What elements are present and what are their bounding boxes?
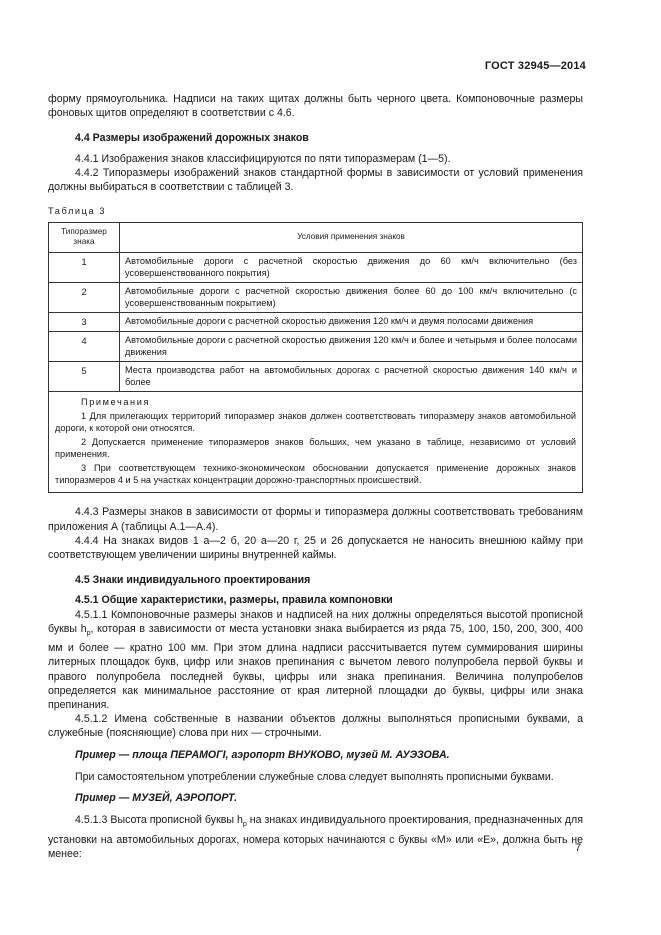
section-4-5-title: 4.5 Знаки индивидуального проектирования xyxy=(75,574,311,587)
paragraph-4-4-2: 4.4.2 Типоразмеры изображений знаков стандартной формы в зависимости от условий применения должны выбираться в соответствии с таблицей 3. xyxy=(48,166,583,194)
table-caption: Таблица 3 xyxy=(48,206,107,217)
table-header-conditions: Условия применения знаков xyxy=(120,223,583,253)
row-conditions: Места производства работ на автомобильных дорогах с расчетной скоростью движения 140 км/ч и более xyxy=(120,362,583,392)
p4513-text-b: на знаках индивидуального проектирования, предназначенных для установки на автомобильных дорогах, номера которых начинаются с буквы «М» или «Е», должна быть не менее: xyxy=(48,814,583,860)
note-item: 3 При соответствующем технико-экономическом обосновании допускается применение дорожных знаков типоразмеров 4 и 5 на участках концентрации дорожно-транспортных происшествий. xyxy=(55,463,576,486)
page-content xyxy=(48,92,583,861)
row-size: 5 xyxy=(49,362,120,392)
note-item: 2 Допускается применение типоразмеров знаков больших, чем указано в таблице, независимо от условий применения. xyxy=(55,437,576,460)
p4511-text-b: , которая в зависимости от места установки знака выбирается из ряда 75, 100, 150, 200, 300, 400 мм и более — кратно 100 мм. При этом длина надписи рассчитывается путем суммирования ширины литерных площадок букв, цифр или знаков препинания с вычетом левого полупробела первой буквы и правого полупробела последней буквы, цифры или знака препинания. Величина полупробелов определяется как минимальное расстояние от края литерной площадки до буквы, цифры или знака препинания. xyxy=(48,622,583,711)
table-header-row xyxy=(49,223,583,253)
sign-size-table xyxy=(48,222,583,493)
intro-paragraph: форму прямоугольника. Надписи на таких щитах должны быть черного цвета. Компоновочные размеры фоновых щитов определяют в соответствии с 4.6. xyxy=(48,93,583,120)
paragraph-4-4-3: 4.4.3 Размеры знаков в зависимости от формы и типоразмера должны соответствовать требованиям приложения А (таблицы А.1—А.4). xyxy=(48,506,583,533)
paragraph-service-words: При самостоятельном употреблении служебные слова следует выполнять прописными буквами. xyxy=(75,770,554,783)
p4513-subscript: р xyxy=(242,821,247,829)
paragraph-4-5-1-2: 4.5.1.2 Имена собственные в названии объектов должны выполняться прописными буквами, а служебные (поясняющие) слова при них — строчными. xyxy=(48,713,583,740)
paragraph-4-4-1: 4.4.1 Изображения знаков классифицируются по пяти типоразмерам (1—5). xyxy=(75,152,451,165)
p4513-text-a: 4.5.1.3 Высота прописной буквы h xyxy=(75,814,243,827)
paragraph-4-4-4: 4.4.4 На знаках видов 1 а—2 б, 20 а—20 г, 25 и 26 допускается не наносить внешнюю кайму при соответствующем увеличении ширины внутренней каймы. xyxy=(48,534,583,562)
row-size: 1 xyxy=(49,253,120,283)
row-conditions: Автомобильные дороги с расчетной скоростью движения более 60 до 100 км/ч включительно (с усовершенствованным покрытием) xyxy=(120,283,583,313)
p4511-text-a: 4.5.1.1 Компоновочные размеры знаков и надписей на них должны определяться высотой прописной буквы h xyxy=(48,608,583,635)
row-conditions: Автомобильные дороги с расчетной скоростью движения 120 км/ч и более и четырьмя и более полосами движения xyxy=(120,332,583,362)
example-1: Пример — площа ПЕРАМОГІ, аэропорт ВНУКОВО, музей М. АУЭЗОВА. xyxy=(75,748,450,761)
note-item: 1 Для прилегающих территорий типоразмер знаков должен соответствовать типоразмеру знаков автомобильной дороги, к которой они относятся. xyxy=(55,411,576,434)
row-size: 4 xyxy=(49,332,120,362)
section-4-4-title: 4.4 Размеры изображений дорожных знаков xyxy=(75,132,309,145)
row-size: 2 xyxy=(49,283,120,313)
table-row xyxy=(49,332,583,362)
row-conditions: Автомобильные дороги с расчетной скоростью движения 120 км/ч и двумя полосами движения xyxy=(120,313,583,332)
table-notes-row xyxy=(49,392,583,493)
paragraph-4-5-1-3 xyxy=(48,813,583,861)
example-2: Пример — МУЗЕЙ, АЭРОПОРТ. xyxy=(75,791,238,804)
table-notes xyxy=(49,392,583,493)
row-size: 3 xyxy=(49,313,120,332)
section-4-5-1-title: 4.5.1 Общие характеристики, размеры, правила компоновки xyxy=(75,594,393,607)
notes-title: Примечания xyxy=(81,397,151,408)
table-row xyxy=(49,283,583,313)
table-header-size: Типоразмер знака xyxy=(49,223,120,253)
page-number: 7 xyxy=(575,842,582,854)
paragraph-4-5-1-1 xyxy=(48,608,583,713)
table-row xyxy=(49,253,583,283)
table-row xyxy=(49,313,583,332)
document-header: ГОСТ 32945—2014 xyxy=(484,60,586,72)
table-row xyxy=(49,362,583,392)
p4511-subscript: p xyxy=(86,629,91,637)
row-conditions: Автомобильные дороги с расчетной скоростью движения до 60 км/ч включительно (без усовершенствованного покрытия) xyxy=(120,253,583,283)
